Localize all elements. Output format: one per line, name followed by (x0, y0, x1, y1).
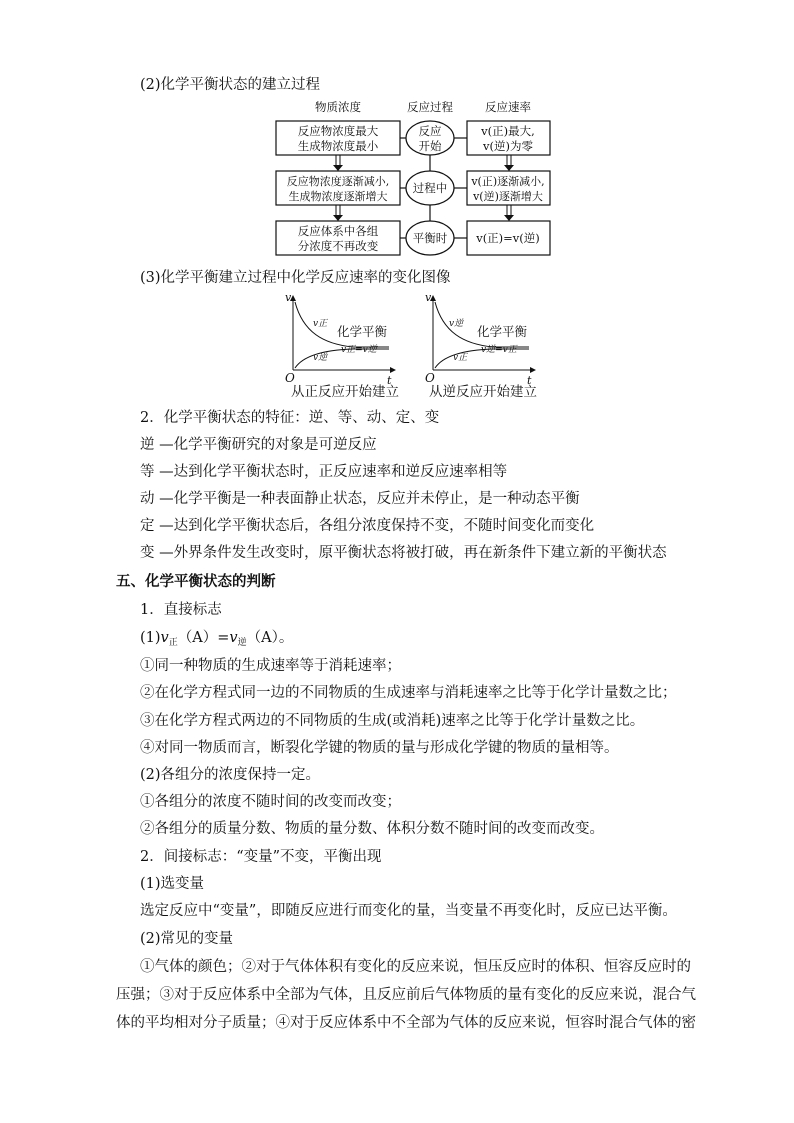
rate-during-line1: v(正)逐渐减小, (471, 175, 545, 188)
conc-start-line2: 生成物浓度最小 (297, 139, 379, 153)
indirect-marker-title: 2．间接标志：“变量”不变，平衡出现 (140, 849, 382, 865)
proc-during: 过程中 (412, 181, 448, 195)
common-variables-line: 体的平均相对分子质量；④对于反应体系中不全部为气体的反应来说，恒容时混合气体的密 (116, 1015, 696, 1031)
proc-start-line1: 反应 (418, 124, 442, 138)
condition-item: ①同一种物质的生成速率等于消耗速率； (140, 658, 401, 674)
features-title: 2．化学平衡状态的特征：逆、等、动、定、变 (140, 410, 440, 426)
equilibrium-flow-chart (270, 97, 560, 259)
condition-rate-equality: $(1)v_正(A)=v_逆(A)$。 (140, 630, 294, 648)
x-axis-label: t (387, 374, 392, 387)
conc-during-line2: 生成物浓度逐渐增大 (288, 190, 388, 203)
conc-start-line1: 反应物浓度最大 (297, 124, 379, 138)
equilibrium-label: 化学平衡 (477, 324, 528, 339)
conc-eq-line1: 反应体系中各组 (297, 224, 379, 238)
direct-marker-title: 1．直接标志 (140, 602, 222, 618)
feature-item: 逆 —化学平衡研究的对象是可逆反应 (140, 437, 377, 453)
condition-concentration: (2)各组分的浓度保持一定。 (140, 767, 321, 783)
col-header-rate: 反应速率 (485, 100, 531, 114)
graph-caption: 从逆反应开始建立 (429, 384, 537, 400)
proc-start-line2: 开始 (418, 139, 442, 153)
condition-item: ③在化学方程式两边的不同物质的生成(或消耗)速率之比等于化学计量数之比。 (140, 713, 645, 729)
common-variables-title: (2)常见的变量 (140, 931, 234, 947)
equilibrium-label: 化学平衡 (337, 324, 388, 339)
common-variables-line: 压强；③对于反应体系中全部为气体，且反应前后气体物质的量有变化的反应来说，混合气 (116, 987, 696, 1003)
lower-curve-label: v逆 (313, 353, 328, 363)
common-variables-line: ①气体的颜色；②对于气体体积有变化的反应来说，恒压反应时的体积、恒容反应时的 (140, 959, 691, 975)
condition-item: ②各组分的质量分数、物质的量分数、体积分数不随时间的改变而改变。 (140, 821, 604, 837)
feature-item: 等 —达到化学平衡状态时，正反应速率和逆反应速率相等 (140, 464, 508, 480)
condition-item: ①各组分的浓度不随时间的改变而改变； (140, 794, 401, 810)
rate-start-line2: v(逆)为零 (483, 139, 533, 153)
conc-eq-line2: 分浓度不再改变 (297, 239, 379, 253)
section-title: 五、化学平衡状态的判断 (116, 574, 276, 590)
lower-curve-label: v正 (453, 353, 468, 363)
graph-section-heading: (3)化学平衡建立过程中化学反应速率的变化图像 (140, 270, 451, 286)
feature-item: 变 —外界条件发生改变时，原平衡状态将被打破，再在新条件下建立新的平衡状态 (140, 545, 667, 561)
rate-graph-reverse (423, 292, 548, 402)
equilibrium-formula: v正=v逆 (341, 345, 377, 355)
rate-eq: v(正)=v(逆) (476, 231, 540, 245)
graph-caption: 从正反应开始建立 (291, 384, 399, 400)
rate-during-line2: v(逆)逐渐增大 (473, 190, 543, 203)
y-axis-label: v (425, 292, 432, 304)
condition-item: ④对同一物质而言，断裂化学键的物质的量与形成化学键的物质的量相等。 (140, 740, 619, 756)
feature-item: 动 —化学平衡是一种表面静止状态，反应并未停止，是一种动态平衡 (140, 491, 580, 507)
conc-during-line1: 反应物浓度逐渐减小, (286, 175, 390, 188)
choose-variable-text: 选定反应中“变量”，即随反应进行而变化的量，当变量不再变化时，反应已达平衡。 (140, 903, 677, 919)
origin-label: O (425, 371, 435, 385)
x-axis-label: t (527, 374, 532, 387)
col-header-process: 反应过程 (407, 100, 453, 114)
upper-curve-label: v逆 (449, 319, 464, 329)
proc-eq: 平衡时 (412, 231, 448, 245)
choose-variable-title: (1)选变量 (140, 876, 205, 892)
col-header-concentration: 物质浓度 (315, 100, 361, 114)
condition-item: ②在化学方程式同一边的不同物质的生成速率与消耗速率之比等于化学计量数之比； (140, 685, 677, 701)
y-axis-label: v (285, 292, 292, 304)
rate-graph-forward (283, 292, 408, 402)
flow-section-heading: (2)化学平衡状态的建立过程 (140, 77, 321, 93)
feature-item: 定 —达到化学平衡状态后，各组分浓度保持不变，不随时间变化而变化 (140, 518, 595, 534)
origin-label: O (285, 371, 295, 385)
upper-curve-label: v正 (313, 319, 328, 329)
rate-start-line1: v(正)最大, (481, 124, 535, 138)
equilibrium-formula: v逆=v正 (481, 345, 517, 355)
